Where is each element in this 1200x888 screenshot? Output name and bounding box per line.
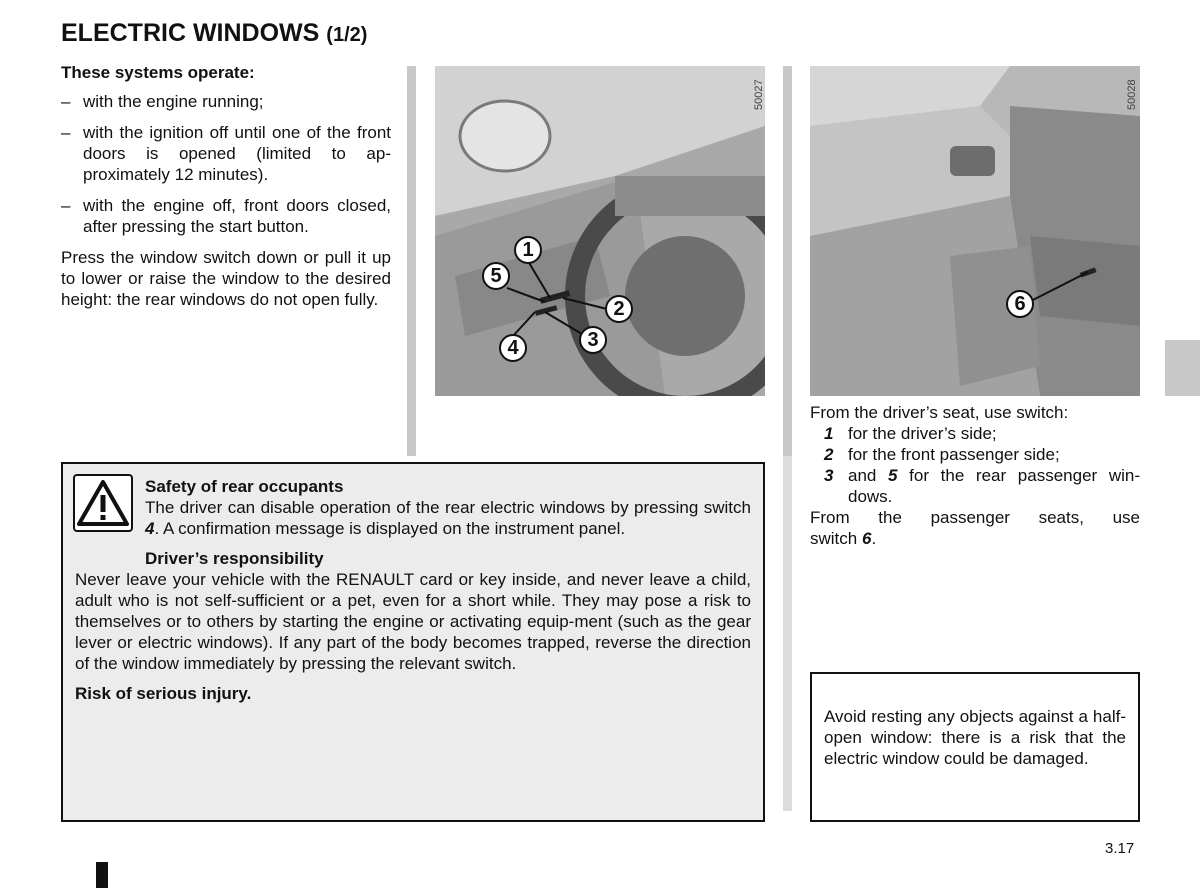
switch-text: for the front passenger side; <box>848 445 1060 464</box>
warning-heading-safety: Safety of rear occupants <box>145 477 344 496</box>
bullet-text: with the engine off, front doors closed, after pressing the start button. <box>83 196 391 236</box>
dash-mark: – <box>61 92 71 111</box>
switch-text <box>848 465 1140 507</box>
warning-triangle-icon <box>73 474 133 532</box>
callout-2: 2 <box>613 298 625 320</box>
callout-1: 1 <box>522 239 534 261</box>
switch-num-5: 5 <box>888 466 898 485</box>
passenger-text: switch <box>810 529 862 548</box>
passenger-line-2 <box>810 528 1140 549</box>
title-sub: (1/2) <box>326 24 368 46</box>
switch-num: 3 <box>824 466 834 485</box>
note-text: Avoid resting any objects against a half-open window: there is a risk that the electric window could be damaged. <box>824 707 1126 768</box>
switch-cont: dows. <box>848 487 893 506</box>
switch-rest: for the rear passenger win- <box>909 466 1140 485</box>
page-title <box>61 18 367 50</box>
corner-mark <box>96 862 108 888</box>
warning-text: The driver can disable operation of the rear electric windows by pressing switch <box>145 498 751 517</box>
warning-heading-responsibility: Driver’s responsibility <box>145 549 324 568</box>
page-number: 3.17 <box>1105 840 1135 857</box>
warning-body-responsibility: Never leave your vehicle with the RENAULT card or key inside, and never leave a child, adult who is not self-sufficient or a pet, even for a short while. They may pose a risk to themselves or to others by starting the engine or activating equip-ment (such as the gear lever or electric windows). If any part of the body becomes trapped, reverse the direction of the window immediately by pressing the relevant switch. <box>75 570 751 673</box>
column-divider-left <box>407 66 416 456</box>
switch-item <box>810 465 1140 507</box>
callout-5: 5 <box>490 265 502 287</box>
figure-driver-door <box>435 66 765 396</box>
intro-paragraph: Press the window switch down or pull it up to lower or raise the window to the desired height: the rear windows do not open fully. <box>61 248 391 309</box>
callout-6: 6 <box>1014 293 1026 315</box>
passenger-end: . <box>871 529 877 548</box>
intro-bullet <box>61 195 391 237</box>
passenger-door-illustration <box>810 66 1140 396</box>
passenger-line: From the passenger seats, use <box>810 508 1140 527</box>
dash-mark: – <box>61 123 71 142</box>
intro-lead: These systems operate: <box>61 63 255 82</box>
switch-num-6: 6 <box>861 529 872 548</box>
switch-num: 2 <box>824 445 834 464</box>
figure-ref-50028: 50028 <box>1126 79 1138 110</box>
callout-4: 4 <box>507 337 519 359</box>
switch-column <box>810 402 1140 549</box>
figure-passenger-door <box>810 66 1140 396</box>
switch-item <box>810 423 1140 444</box>
callout-3: 3 <box>587 329 599 351</box>
title-main: ELECTRIC WINDOWS <box>61 19 320 47</box>
warning-box <box>61 462 765 822</box>
switch-ref: 4 <box>145 519 155 538</box>
warning-risk: Risk of serious injury. <box>75 684 252 703</box>
section-tab <box>1165 340 1200 396</box>
warning-text: . A confirmation message is displayed on the instrument panel. <box>154 519 626 538</box>
figure-ref-50027: 50027 <box>753 79 765 110</box>
intro-bullet <box>61 91 391 112</box>
bullet-text: with the ignition off until one of the front doors is opened (limited to ap-proximately 12 minutes). <box>83 123 391 184</box>
switch-text: for the driver’s side; <box>848 424 997 443</box>
switch-item <box>810 444 1140 465</box>
column-divider-mid-top <box>783 66 792 456</box>
switch-and: and <box>848 466 877 485</box>
intro-column <box>61 62 391 310</box>
switch-num: 1 <box>824 424 834 443</box>
switch-intro: From the driver’s seat, use switch: <box>810 403 1069 422</box>
intro-bullet <box>61 122 391 185</box>
note-box <box>810 672 1140 822</box>
dash-mark: – <box>61 196 71 215</box>
warning-body-safety <box>145 497 751 539</box>
bullet-text: with the engine running; <box>83 92 264 111</box>
